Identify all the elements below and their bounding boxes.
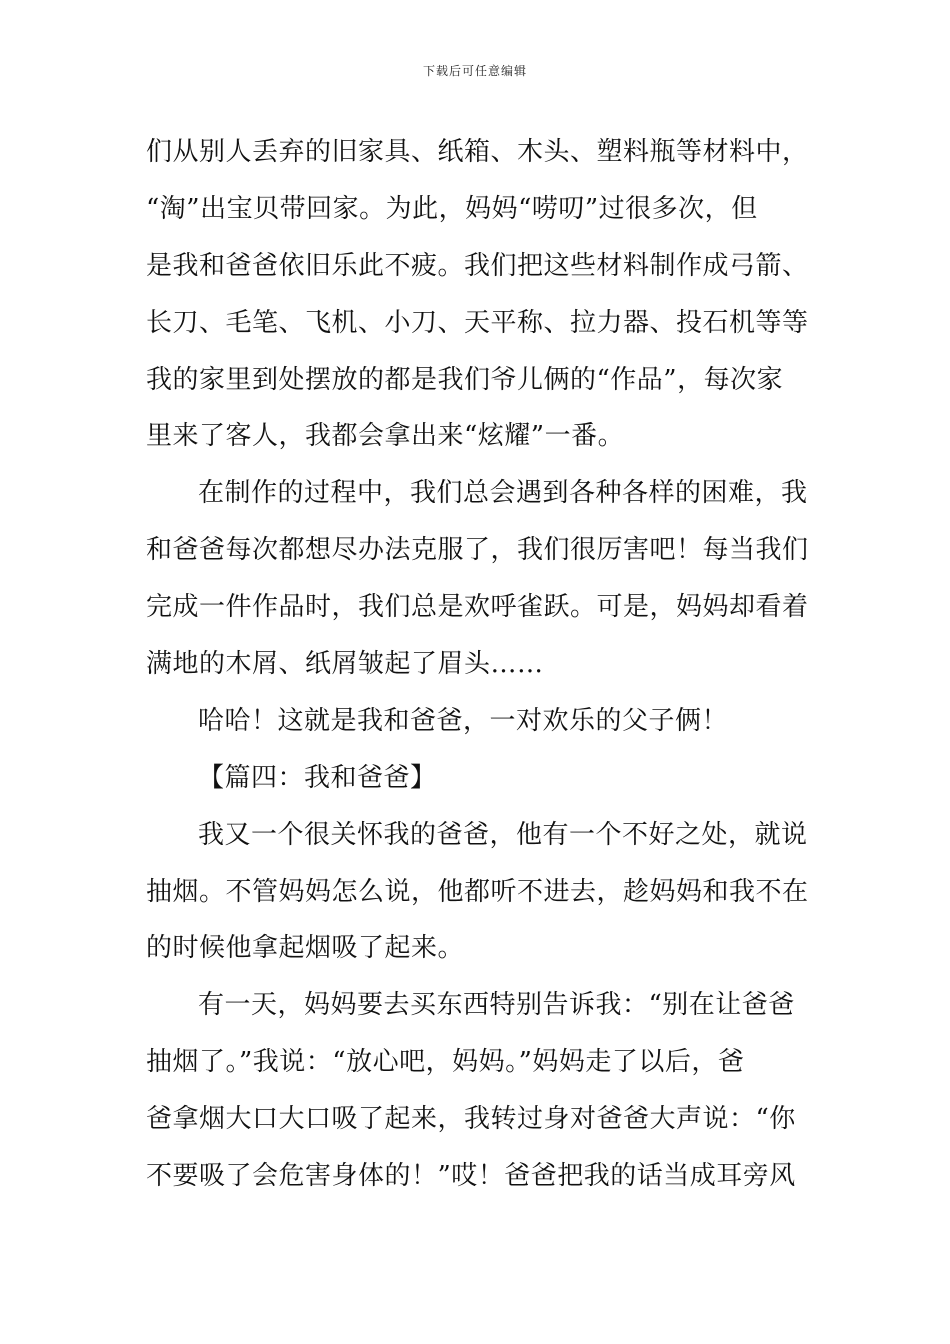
text-line: 抽烟了。”我说：“放心吧，妈妈。”妈妈走了以后，爸: [146, 1047, 745, 1078]
paragraph-start-line: 有一天，妈妈要去买东西特别告诉我：“别在让爸爸: [198, 990, 795, 1021]
section-heading: 【篇四：我和爸爸】: [198, 762, 437, 793]
text-line: 爸拿烟大口大口吸了起来，我转过身对爸爸大声说：“你: [146, 1104, 796, 1135]
text-line: 抽烟。不管妈妈怎么说，他都听不进去，趁妈妈和我不在: [146, 876, 809, 907]
paragraph-start-line: 我又一个很关怀我的爸爸，他有一个不好之处，就说: [198, 819, 808, 850]
paragraph-start-line: 在制作的过程中，我们总会遇到各种各样的困难，我: [198, 478, 808, 509]
text-line: 的时候他拿起烟吸了起来。: [146, 933, 465, 964]
text-line: 和爸爸每次都想尽办法克服了，我们很厉害吧！每当我们: [146, 535, 809, 566]
text-line: “淘”出宝贝带回家。为此，妈妈“唠叨”过很多次，但: [146, 193, 758, 224]
text-line: 完成一件作品时，我们总是欢呼雀跃。可是，妈妈却看着: [146, 592, 809, 623]
page-header: 下载后可任意编辑: [422, 64, 527, 78]
text-line: 是我和爸爸依旧乐此不疲。我们把这些材料制作成弓箭、: [146, 250, 809, 281]
text-line: 长刀、毛笔、飞机、小刀、天平称、拉力器、投石机等等: [146, 307, 809, 338]
text-line: 里来了客人，我都会拿出来“炫耀”一番。: [146, 421, 625, 452]
text-line: 们从别人丢弃的旧家具、纸箱、木头、塑料瓶等材料中，: [146, 137, 809, 167]
document-body: [146, 124, 816, 1205]
paragraph-start-line: 哈哈！这就是我和爸爸，一对欢乐的父子俩！: [198, 705, 729, 736]
text-line: 满地的木屑、纸屑皱起了眉头……: [146, 649, 544, 680]
text-line: 不要吸了会危害身体的！”哎！爸爸把我的话当成耳旁风: [146, 1161, 796, 1192]
text-line: 我的家里到处摆放的都是我们爷儿俩的“作品”，每次家: [146, 364, 784, 395]
